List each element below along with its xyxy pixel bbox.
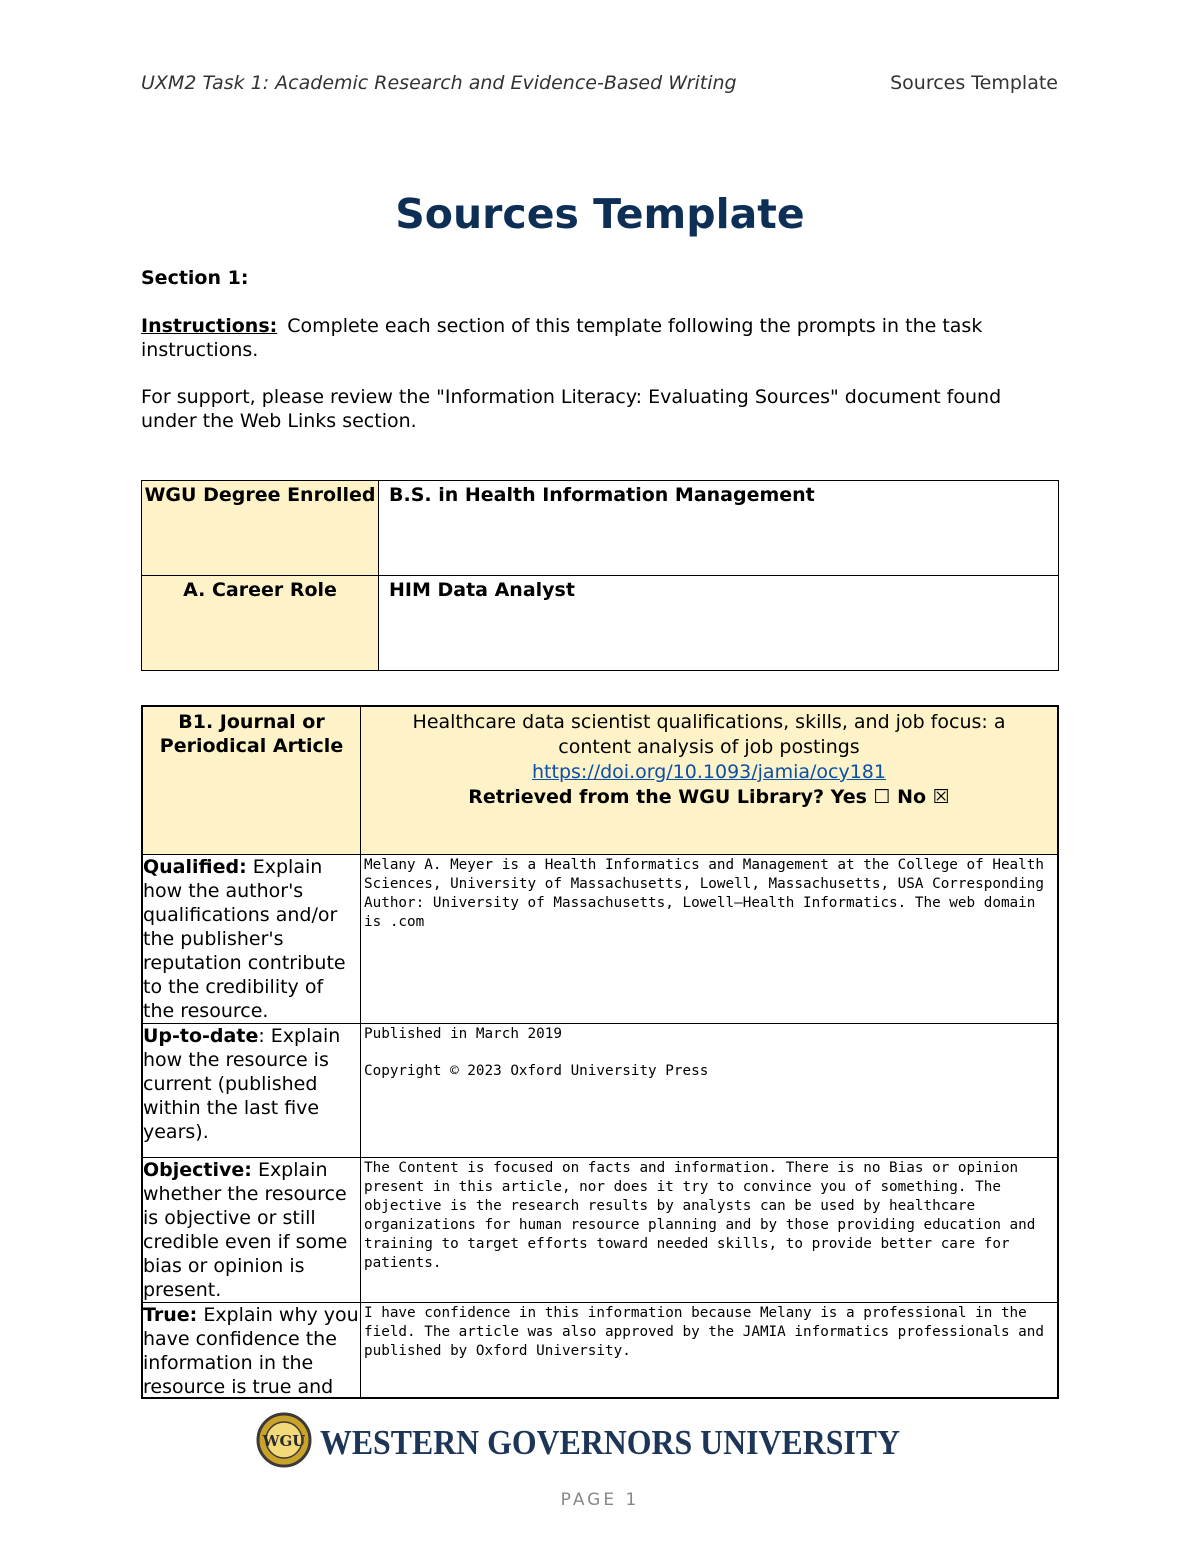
qualified-answer[interactable]: Melany A. Meyer is a Health Informatics and Management at the College of Health Sciences, University of Massachusetts, Lowell, Massachusetts, USA Corresponding Author: University of Massachusetts, Lowell—Health Informatics. The web domain is .com (361, 854, 1059, 1023)
objective-label: Objective: (143, 1158, 252, 1181)
objective-answer[interactable]: The Content is focused on facts and information. There is no Bias or opinion present in this article, nor does it try to convince you of something. The objective is the research results by analysts can be used by healthcare organizations for human resource planning and by those providing education and training to target efforts toward needed skills, to provide better care for patients. (361, 1157, 1059, 1302)
uptodate-prompt (142, 1023, 361, 1157)
career-label: A. Career Role (142, 576, 379, 671)
article-title: Healthcare data scientist qualifications, skills, and job focus: a content analysis of job postings (412, 711, 1006, 758)
uptodate-prompt-text: : Explain how the resource is current (published within the last five years). (143, 1024, 341, 1143)
article-type-label: B1. Journal or Periodical Article (142, 706, 361, 854)
qualified-prompt-text: Explain how the author's qualifications and/or the publisher's reputation contribute to the credibility of the resource. (143, 855, 346, 1022)
instructions (141, 314, 1061, 362)
copyright-line: Copyright © 2023 Oxford University Press (364, 1062, 709, 1079)
instructions-label: Instructions: (141, 315, 278, 337)
support-text: For support, please review the "Information Literacy: Evaluating Sources" document found under the Web Links section. (141, 386, 1002, 432)
retrieved-checkbox-line[interactable]: Retrieved from the WGU Library? Yes ☐ No ☒ (468, 786, 950, 808)
degree-value[interactable]: B.S. in Health Information Management (379, 481, 1059, 576)
article-info[interactable] (361, 706, 1059, 854)
table-row (142, 1023, 1058, 1157)
table-row (142, 1302, 1058, 1398)
wgu-logo (256, 1411, 906, 1469)
qualified-label: Qualified: (143, 855, 247, 878)
uptodate-answer[interactable] (361, 1023, 1059, 1157)
table-row (142, 1157, 1058, 1302)
uptodate-label: Up-to-date (143, 1024, 259, 1047)
table-row (142, 576, 1059, 671)
page-number: PAGE 1 (560, 1490, 640, 1510)
source-table (141, 705, 1059, 1399)
true-prompt-text: Explain why you have confidence the information in the resource is true and (143, 1303, 359, 1397)
table-row (142, 706, 1058, 854)
table-row (142, 481, 1059, 576)
true-answer[interactable]: I have confidence in this information because Melany is a professional in the field. The article was also approved by the JAMIA informatics professionals and published by Oxford University. (361, 1302, 1059, 1398)
qualified-prompt (142, 854, 361, 1023)
objective-prompt-text: Explain whether the resource is objective or still credible even if some bias or opinion is present. (143, 1158, 348, 1301)
true-prompt (142, 1302, 361, 1398)
degree-table (141, 480, 1059, 671)
degree-label: WGU Degree Enrolled (142, 481, 379, 576)
section-heading: Section 1: (141, 267, 249, 289)
instructions-text: Complete each section of this template following the prompts in the task instructions. (141, 315, 983, 361)
header-left: UXM2 Task 1: Academic Research and Evidence-Based Writing (141, 72, 737, 94)
wgu-wordmark: WESTERN GOVERNORS UNIVERSITY (320, 1423, 900, 1462)
table-row (142, 854, 1058, 1023)
career-value[interactable]: HIM Data Analyst (379, 576, 1059, 671)
true-label: True: (143, 1303, 198, 1326)
header-right: Sources Template (890, 72, 1058, 94)
wgu-monogram: WGU (262, 1432, 306, 1450)
published-date: Published in March 2019 (364, 1025, 562, 1042)
article-link[interactable]: https://doi.org/10.1093/jamia/ocy181 (532, 761, 886, 783)
objective-prompt (142, 1157, 361, 1302)
page-title: Sources Template (395, 190, 805, 238)
